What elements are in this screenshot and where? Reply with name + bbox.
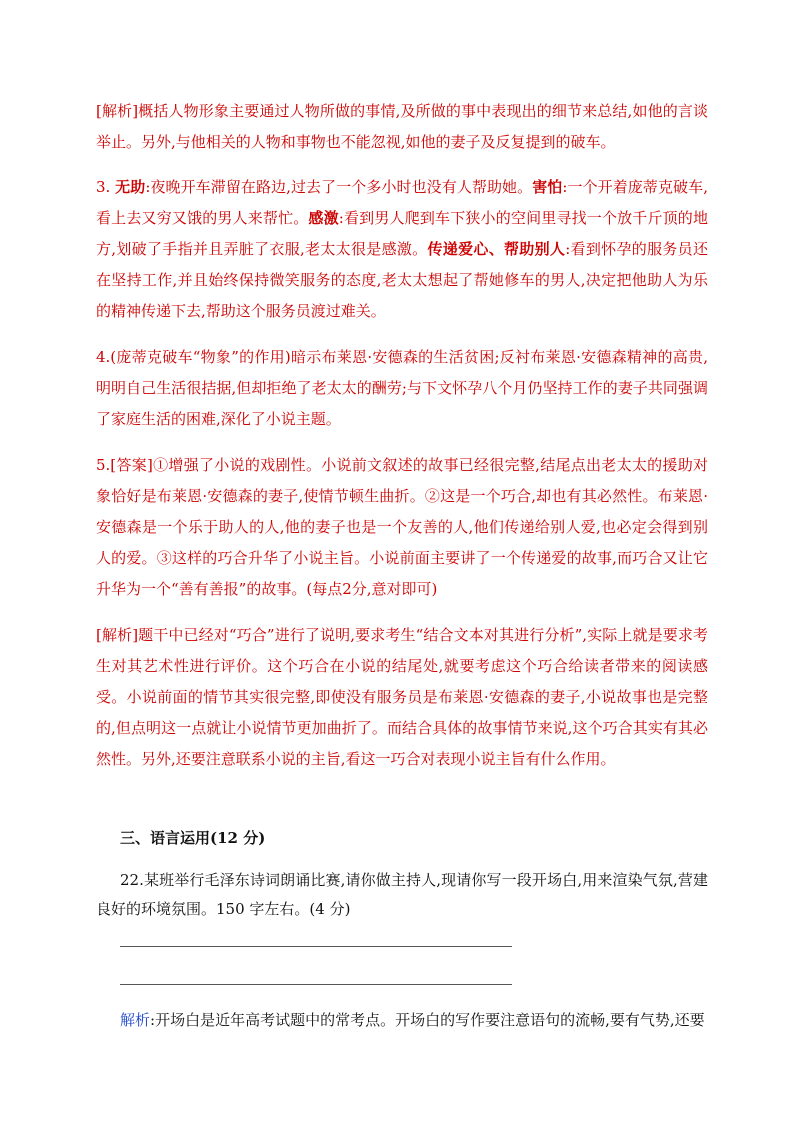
analysis-text: :开场白是近年高考试题中的常考点。开场白的写作要注意语句的流畅,要有气势,还要: [150, 1011, 705, 1029]
analysis-paragraph-5: [解析]题干中已经对“巧合”进行了说明,要求考生“结合文本对其进行分析”,实际上就是要求考生对其艺术性进行评价。这个巧合在小说的结尾处,就要考虑这个巧合给读者带来的阅读感受。小说前面的情节其实很完整,即使没有服务员是布莱恩·安德森的妻子,小说故事也是完整的,但点明这一点就让小说情节更加曲折了。而结合具体的故事情节来说,这个巧合其实有其必然性。另外,还要注意联系小说的主旨,看这一巧合对表现小说主旨有什么作用。: [96, 626, 708, 768]
keyword-helpless-desc: :夜晚开车滞留在路边,过去了一个多小时也没有人帮助她。: [145, 178, 533, 196]
answer-paragraph-3: [96, 172, 708, 327]
question-number: 3.: [96, 178, 116, 196]
answer-paragraph-5: 5.[答案]①增强了小说的戏剧性。小说前文叙述的故事已经很完整,结尾点出老太太的援助对象恰好是布莱恩·安德森的妻子,使情节顿生曲折。②这是一个巧合,却也有其必然性。布莱恩·安德森是一个乐于助人的人,他的妻子也是一个友善的人,他们传递给别人爱,也必定会得到别人的爱。③这样的巧合升华了小说主旨。小说前面主要讲了一个传递爱的故事,而巧合又让它升华为一个“善有善报”的故事。(每点2分,意对即可): [96, 456, 708, 598]
section-title: 三、语言运用(12 分): [120, 829, 266, 847]
keyword-grateful: 感激: [308, 209, 339, 227]
keyword-pass-on-love-desc: :看到怀孕的服务员还在坚持工作,并且始终保持微笑服务的态度,老太太想起了帮她修车的男人,决定把他助人为乐的精神传递下去,帮助这个服务员渡过难关。: [96, 240, 708, 320]
keyword-pass-on-love: 传递爱心、帮助别人: [427, 240, 566, 258]
analysis-label: 解析: [120, 1011, 151, 1029]
answer-paragraph-4: 4.(庞蒂克破车“物象”的作用)暗示布莱恩·安德森的生活贫困;反衬布莱恩·安德森精神的高贵,明明自己生活很拮据,但却拒绝了老太太的酬劳;与下文怀孕八个月仍坚持工作的妻子共同强调了家庭生活的困难,深化了小说主题。: [96, 348, 708, 428]
analysis-paragraph-22: [96, 1006, 708, 1035]
answer-line-1[interactable]: [120, 946, 512, 947]
analysis-paragraph-1: [解析]概括人物形象主要通过人物所做的事情,及所做的事中表现出的细节来总结,如他的言谈举止。另外,与他相关的人物和事物也不能忽视,如他的妻子及反复提到的破车。: [96, 102, 708, 151]
keyword-helpless: 无助: [115, 178, 146, 196]
answer-line-2[interactable]: [120, 984, 512, 985]
keyword-afraid-desc: :一个开着庞蒂克破车,看上去又穷又饿的男人来帮忙。: [96, 178, 708, 227]
keyword-grateful-desc: :看到男人爬到车下狭小的空间里寻找一个放千斤顶的地方,划破了手指并且弄脏了衣服,老太太很是感激。: [96, 209, 708, 258]
keyword-afraid: 害怕: [532, 178, 563, 196]
question-22: 22.某班举行毛泽东诗词朗诵比赛,请你做主持人,现请你写一段开场白,用来渲染气氛,营建良好的环境氛围。150 字左右。(4 分): [96, 871, 708, 918]
